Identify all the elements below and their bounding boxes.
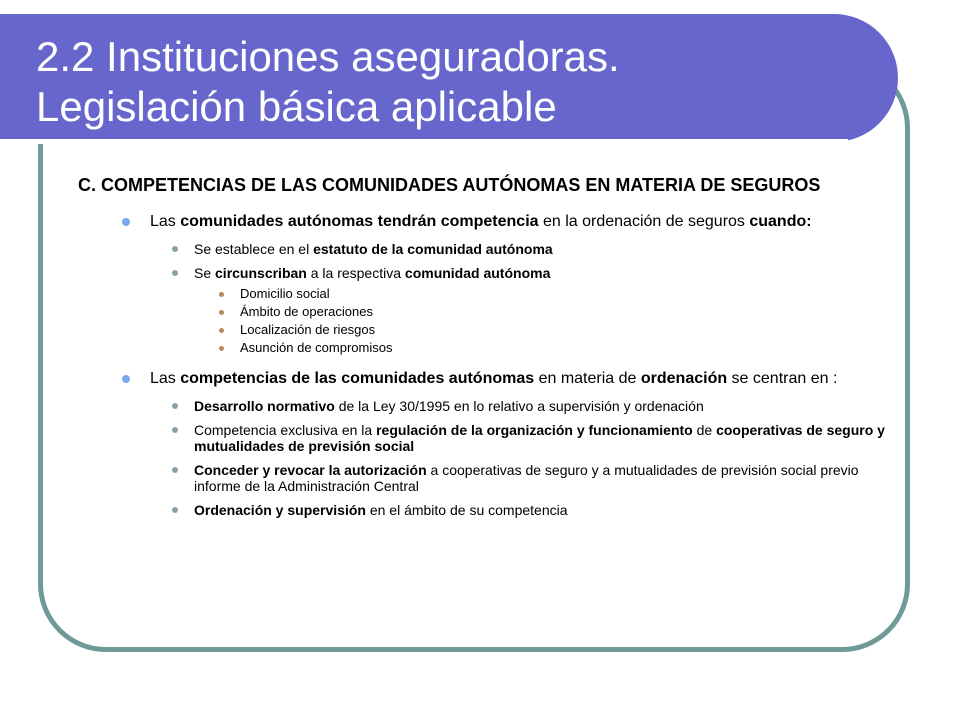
sub-bullet-point	[150, 502, 898, 518]
title-banner	[0, 14, 898, 142]
text: a cooperativas de seguro y a mutualidades de previsión social previo informe de la Administración Central	[194, 462, 859, 494]
bullet-dot-icon	[172, 403, 178, 409]
text: se centran en :	[727, 370, 838, 387]
sub-bullet-list	[150, 241, 898, 357]
slide-title	[36, 32, 620, 132]
title-underline	[0, 139, 848, 144]
bold-text: cooperativas de seguro y mutualidades de previsión social	[194, 422, 885, 454]
text: Asunción de compromisos	[240, 340, 393, 355]
text: Las	[150, 213, 181, 230]
bullet-dot-icon	[172, 246, 178, 252]
bold-text: circunscriban	[215, 265, 307, 281]
title-line-1: 2.2 Instituciones aseguradoras.	[36, 33, 620, 80]
bold-text: Desarrollo normativo	[194, 398, 335, 414]
sub-bullet-list	[150, 398, 898, 518]
sub-sub-bullet-list	[194, 285, 898, 357]
title-line-2: Legislación básica aplicable	[36, 83, 557, 130]
sub-bullet-point	[150, 265, 898, 357]
bold-text: comunidades autónomas tendrán competencia	[180, 213, 539, 230]
text: Ámbito de operaciones	[240, 304, 373, 319]
bullet-dot-icon	[122, 375, 130, 383]
list-item	[194, 321, 898, 339]
bullet-dot-icon	[219, 310, 224, 315]
bold-text: estatuto de la comunidad autónoma	[313, 241, 553, 257]
bullet-dot-icon	[219, 292, 224, 297]
bullet-dot-icon	[219, 346, 224, 351]
bullet-dot-icon	[172, 467, 178, 473]
sub-bullet-point	[150, 398, 898, 414]
bold-text: Conceder y revocar la autorización	[194, 462, 427, 478]
bullet-dot-icon	[172, 270, 178, 276]
bold-text: Ordenación y supervisión	[194, 502, 366, 518]
bullet-dot-icon	[172, 507, 178, 513]
bold-text: comunidad autónoma	[404, 265, 551, 281]
list-item	[194, 339, 898, 357]
text: Localización de riesgos	[240, 322, 376, 337]
section-heading: C. COMPETENCIAS DE LAS COMUNIDADES AUTÓNOMAS EN MATERIA DE SEGUROS	[78, 175, 821, 195]
text: Competencia exclusiva en la	[194, 422, 377, 438]
text: Se	[194, 265, 216, 281]
text: Domicilio social	[240, 286, 330, 301]
text: en la ordenación de seguros	[538, 213, 750, 230]
bold-text: regulación de la organización y funcionamiento	[376, 422, 693, 438]
bullet-dot-icon	[122, 218, 130, 226]
bullet-point-1	[78, 212, 898, 357]
main-bullet-list	[78, 212, 898, 518]
text: de la Ley 30/1995 en lo relativo a supervisión y ordenación	[334, 398, 704, 414]
text: Se establece en el	[194, 241, 314, 257]
slide-content	[78, 174, 898, 530]
sub-bullet-point	[150, 241, 898, 257]
text: Las	[150, 370, 181, 387]
bullet-dot-icon	[172, 427, 178, 433]
text: en el ámbito de su competencia	[365, 502, 568, 518]
text: en materia de	[534, 370, 641, 387]
list-item	[194, 285, 898, 303]
text: de	[692, 422, 717, 438]
sub-bullet-point	[150, 462, 898, 494]
bold-text: ordenación	[640, 370, 728, 387]
text: a la respectiva	[306, 265, 405, 281]
bullet-dot-icon	[219, 328, 224, 333]
bold-text: cuando:	[749, 213, 812, 230]
bold-text: competencias de las comunidades autónomas	[180, 370, 535, 387]
bullet-point-2	[78, 369, 898, 518]
list-item	[194, 303, 898, 321]
sub-bullet-point	[150, 422, 898, 454]
